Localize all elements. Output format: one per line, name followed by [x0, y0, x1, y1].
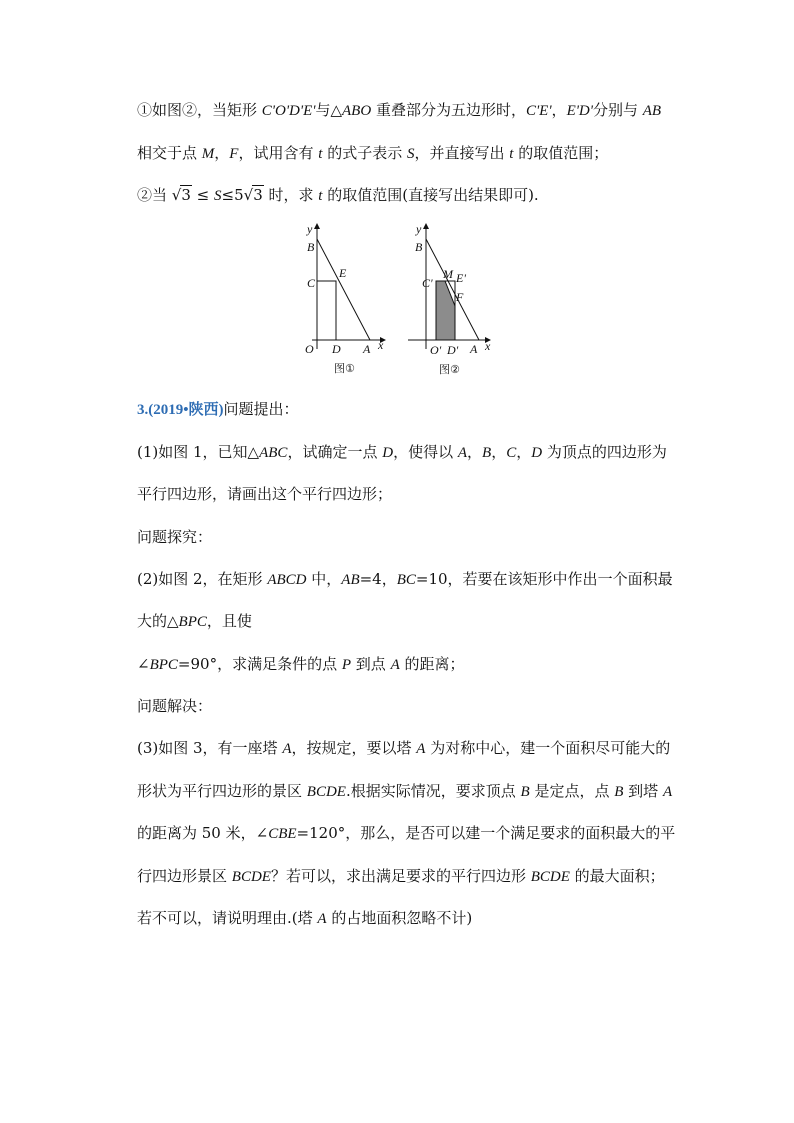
caption-figure-2: 图②: [439, 363, 460, 376]
label-b: B: [307, 240, 315, 254]
text: 为顶点的四边形为: [542, 443, 667, 461]
text: 与△: [315, 101, 342, 119]
text: .根据实际情况，要求顶点: [345, 782, 521, 800]
label-d: D: [332, 342, 341, 356]
text: =120°，那么，是否可以建一个满足要求的面积最大的平: [296, 824, 676, 842]
rectangle-cdeo: [317, 281, 336, 340]
label-c-prime: C': [422, 276, 433, 290]
text: ，且使: [206, 612, 252, 630]
label-a: A: [470, 342, 478, 356]
text: (3)如图 3，有一座塔: [137, 739, 283, 757]
sqrt-expression: √3: [243, 186, 263, 204]
label-f: F: [456, 290, 464, 304]
math: BCDE: [530, 869, 570, 885]
math: t: [318, 146, 323, 162]
math: C'E': [525, 103, 552, 119]
text: ≤5: [221, 186, 244, 204]
text: 到点: [351, 655, 391, 673]
label-o: O: [305, 342, 314, 356]
part1-line1: [137, 99, 661, 122]
math: B: [520, 784, 530, 800]
math: t: [509, 146, 514, 162]
text: 形状为平行四边形的景区: [137, 782, 307, 800]
text: 的距离；: [399, 655, 465, 673]
math: D: [531, 445, 543, 461]
math: S: [406, 146, 415, 162]
label-c: C: [307, 276, 316, 290]
text: 分别与: [592, 101, 643, 119]
text: ，使得以: [393, 443, 458, 461]
text: ，: [467, 443, 483, 461]
math: D: [382, 445, 394, 461]
math: BPC: [178, 614, 207, 630]
text: 相交于点: [137, 144, 202, 162]
text: 到塔: [623, 782, 663, 800]
q3-line3: [137, 822, 675, 845]
text: ，试用含有: [238, 144, 319, 162]
figure-1: [305, 222, 385, 375]
math: ABO: [342, 103, 372, 119]
math: E'D': [566, 103, 593, 119]
text: ≤: [191, 186, 214, 204]
text: 的距离为 50 米，∠: [137, 824, 269, 842]
math: A: [416, 741, 426, 757]
radicand: 3: [181, 186, 191, 204]
math: AB: [341, 572, 360, 588]
label-m: M: [443, 267, 453, 281]
part1-line2: [137, 142, 608, 165]
text: ，试确定一点: [287, 443, 383, 461]
label-o-prime: O': [430, 343, 442, 357]
label-b: B: [415, 240, 423, 254]
math: B: [482, 445, 492, 461]
text: 大的△: [137, 612, 179, 630]
text: =10，若要在该矩形中作出一个面积最: [415, 570, 673, 588]
text: ，: [214, 144, 230, 162]
math: BCDE: [231, 869, 271, 885]
explore-title: 问题探究：: [137, 528, 213, 546]
text: ？若可以，求出满足要求的平行四边形: [270, 867, 531, 885]
q3-line2: [137, 780, 672, 803]
math: C: [506, 445, 517, 461]
part1-line3: [137, 184, 539, 207]
math: A: [317, 911, 327, 927]
text: 是定点，点: [529, 782, 615, 800]
text: ，: [551, 101, 567, 119]
section-title: 问题提出：: [223, 400, 299, 418]
math: ABC: [259, 445, 288, 461]
math: ABCD: [267, 572, 307, 588]
text: 的占地面积忽略不计): [326, 909, 473, 927]
text: (2)如图 2，在矩形: [137, 570, 268, 588]
text: 的最大面积；: [569, 867, 665, 885]
q1-line1: [137, 441, 667, 464]
q2-line3: [137, 653, 465, 676]
math: C'O'D'E': [261, 103, 316, 119]
text: ①如图②，当矩形: [137, 101, 262, 119]
math: A: [457, 445, 468, 461]
line-ab: [317, 239, 370, 340]
radicand: 3: [253, 186, 263, 204]
text: 若不可以，请说明理由.(塔: [137, 909, 318, 927]
math: t: [318, 188, 323, 204]
label-a: A: [363, 342, 371, 356]
figures: [290, 213, 510, 383]
math: B: [614, 784, 624, 800]
text: (1)如图 1，已知△: [137, 443, 260, 461]
text: 的取值范围；: [513, 144, 609, 162]
label-d-prime: D': [447, 343, 459, 357]
math: BPC: [149, 657, 178, 673]
label-x: x: [485, 339, 491, 353]
q3-line1: [137, 737, 670, 760]
text: 的式子表示: [322, 144, 407, 162]
math: A: [390, 657, 400, 673]
solve-title: 问题解决：: [137, 697, 213, 715]
text: ，并直接写出: [414, 144, 510, 162]
text: 为对称中心，建一个面积尽可能大的: [425, 739, 671, 757]
label-y: y: [416, 222, 422, 236]
q2-line1: [137, 568, 673, 591]
label-x: x: [378, 338, 384, 352]
figure-2: [408, 222, 491, 376]
text: ，: [491, 443, 507, 461]
figure-svg: [290, 213, 510, 383]
label-e-prime: E': [456, 271, 466, 285]
text: ，按规定，要以塔: [291, 739, 417, 757]
text: =4，: [359, 570, 397, 588]
q3-line4: [137, 865, 665, 888]
text: ，: [516, 443, 532, 461]
q3-line5: [137, 907, 472, 930]
text: 的取值范围(直接写出结果即可).: [322, 186, 539, 204]
text: =90°，求满足条件的点: [177, 655, 342, 673]
label-e: E: [339, 266, 347, 280]
text: ∠: [137, 655, 150, 673]
math: A: [282, 741, 292, 757]
math: F: [229, 146, 239, 162]
problem-source: 3.(2019•陕西): [137, 402, 224, 418]
text: 时，求: [263, 186, 319, 204]
label-y: y: [307, 222, 313, 236]
math: S: [214, 188, 222, 204]
math: CBE: [268, 826, 297, 842]
caption-figure-1: 图①: [334, 362, 355, 375]
text: ②当: [137, 186, 172, 204]
math: BC: [396, 572, 416, 588]
math: P: [341, 657, 352, 673]
sqrt-expression: √3: [171, 186, 191, 204]
text: 行四边形景区: [137, 867, 232, 885]
math: A: [662, 784, 673, 800]
q1-line2: 平行四边形，请画出这个平行四边形；: [137, 485, 393, 503]
text: 重叠部分为五边形时，: [371, 101, 526, 119]
problem3-header: [137, 398, 299, 421]
math: AB: [642, 103, 662, 119]
q2-line2: [137, 610, 252, 633]
text: 中，: [306, 570, 342, 588]
math: M: [201, 146, 215, 162]
math: BCDE: [306, 784, 346, 800]
